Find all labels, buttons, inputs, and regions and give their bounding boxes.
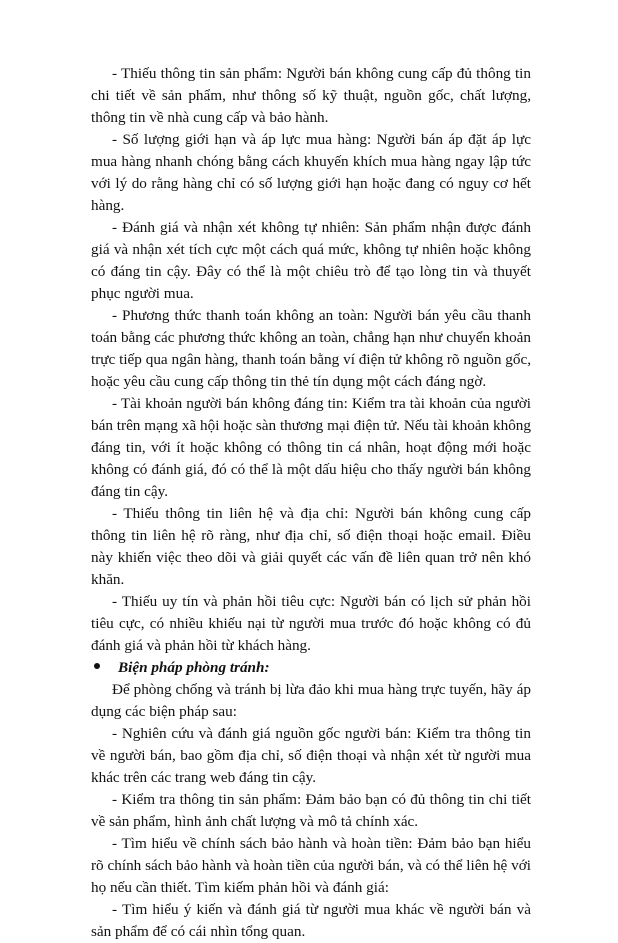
paragraph-unnatural-reviews: - Đánh giá và nhận xét không tự nhiên: Sản phẩm nhận được đánh giá và nhận xét tích cực một cách quá mức, không tự nhiên hoặc không có đáng tin cậy. Đây có thể là một chiêu trò để tạo lòng tin và thuyết phục người mua. [91,219,531,302]
paragraph-read-reviews: - Tìm hiểu ý kiến và đánh giá từ người mua khác về người bán và sản phẩm để có cái nhìn tổng quan. [91,901,531,940]
paragraph-research-seller: - Nghiên cứu và đánh giá nguồn gốc người bán: Kiểm tra thông tin về người bán, bao gồm địa chỉ, số điện thoại và nhận xét từ người mua khác trên các trang web đáng tin cậy. [91,725,531,786]
paragraph-check-product-info: - Kiểm tra thông tin sản phẩm: Đảm bảo bạn có đủ thông tin chi tiết về sản phẩm, hình ảnh chất lượng và mô tả chính xác. [91,791,531,830]
paragraph-missing-contact-info: - Thiếu thông tin liên hệ và địa chỉ: Người bán không cung cấp thông tin liên hệ rõ ràng, như địa chỉ, số điện thoại hoặc email. Điều này khiến việc theo dõi và giải quyết các vấn đề liên quan trở nên khó khăn. [91,505,531,588]
bullet-icon [94,663,100,669]
paragraph-unsafe-payment: - Phương thức thanh toán không an toàn: Người bán yêu cầu thanh toán bằng các phương thức không an toàn, chẳng hạn như chuyển khoản trực tiếp qua ngân hàng, thanh toán bằng ví điện tử không rõ nguồn gốc, hoặc yêu cầu cung cấp thông tin thẻ tín dụng một cách đáng ngờ. [91,307,531,390]
paragraph-missing-product-info: - Thiếu thông tin sản phẩm: Người bán không cung cấp đủ thông tin chi tiết về sản phẩm, như thông số kỹ thuật, nguồn gốc, chất lượng, thông tin về nhà cung cấp và bảo hành. [91,65,531,126]
paragraph-warranty-refund: - Tìm hiểu về chính sách bảo hành và hoàn tiền: Đảm bảo bạn hiểu rõ chính sách bảo hành và hoàn tiền của người bán, và có thể liên hệ với họ nếu cần thiết. Tìm kiếm phản hồi và đánh giá: [91,835,531,896]
paragraph-prevention-intro: Để phòng chống và tránh bị lừa đảo khi mua hàng trực tuyến, hãy áp dụng các biện pháp sau: [91,681,531,720]
section-heading-text: Biện pháp phòng tránh: [118,659,270,676]
section-heading [91,657,531,679]
document-body [91,63,531,943]
paragraph-limited-quantity-pressure: - Số lượng giới hạn và áp lực mua hàng: Người bán áp đặt áp lực mua hàng nhanh chóng bằng cách khuyến khích mua hàng ngay lập tức với lý do rằng hàng chỉ có số lượng giới hạn hoặc đang có nguy cơ hết hàng. [91,131,531,214]
paragraph-bad-reputation: - Thiếu uy tín và phản hồi tiêu cực: Người bán có lịch sử phản hồi tiêu cực, có nhiều khiếu nại từ người mua trước đó hoặc không có đủ đánh giá và phản hồi từ khách hàng. [91,593,531,654]
paragraph-untrusted-seller-account: - Tài khoản người bán không đáng tin: Kiểm tra tài khoản của người bán trên mạng xã hội hoặc sàn thương mại điện tử. Nếu tài khoản không đáng tin, với ít hoặc không có thông tin cá nhân, hoạt động mới hoặc không có đánh giá, đó có thể là một dấu hiệu cho thấy người bán không đáng tin cậy. [91,395,531,500]
